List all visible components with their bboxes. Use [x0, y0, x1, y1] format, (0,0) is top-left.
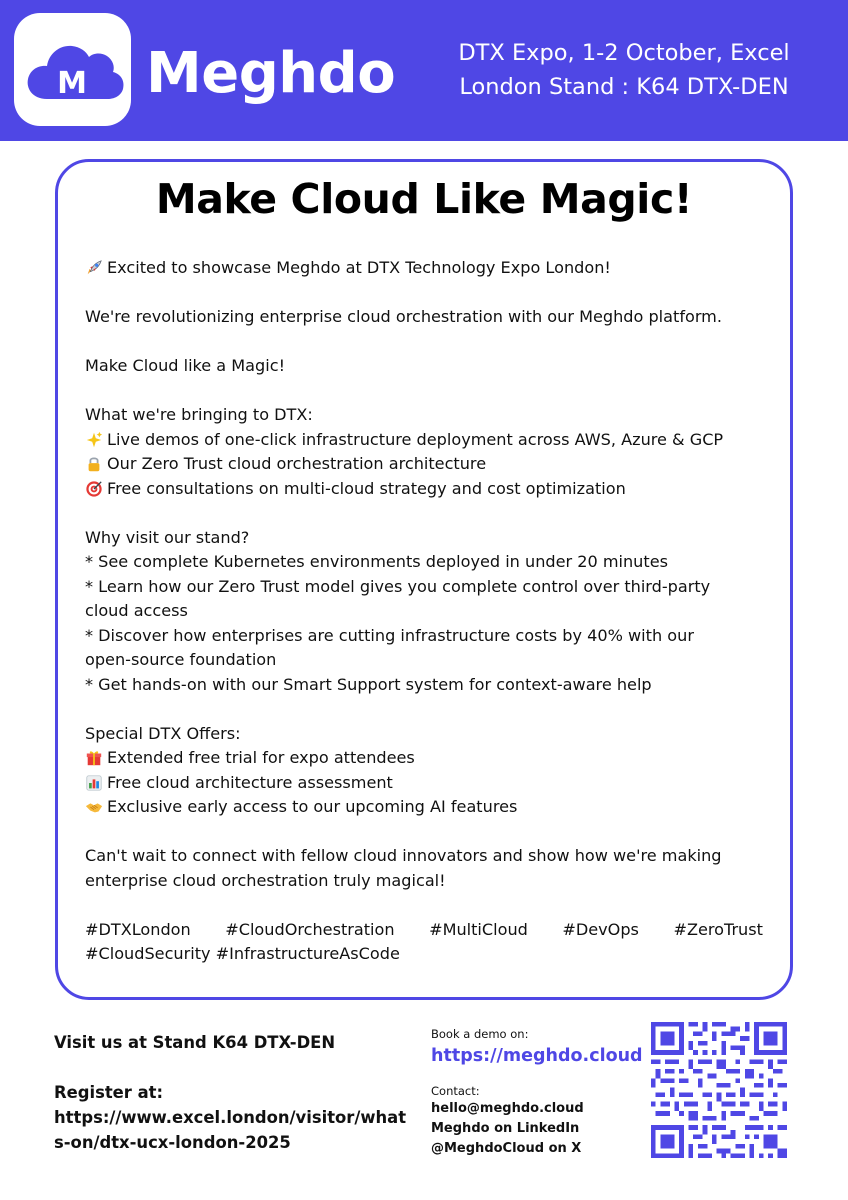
register-url[interactable]: https://www.excel.london/visitor/what [54, 1108, 407, 1127]
lock-icon [85, 455, 103, 473]
offer-item: Free cloud architecture assessment [85, 771, 763, 796]
event-line-1: DTX Expo, 1-2 October, Excel [458, 40, 790, 66]
header-banner [0, 0, 848, 141]
footer-contact [431, 1026, 641, 1159]
footer-visit [54, 1030, 419, 1155]
email-link[interactable]: hello@meghdo.cloud [431, 1101, 584, 1116]
why-item: * Learn how our Zero Trust model gives you complete control over third-party [85, 576, 711, 596]
cloud-logo-icon [14, 13, 131, 126]
linkedin-link[interactable]: Meghdo on LinkedIn [431, 1121, 580, 1136]
closing-line: Can't wait to connect with fellow cloud innovators and show how we're making [85, 846, 722, 865]
closing-line: enterprise cloud orchestration truly magical! [85, 870, 446, 890]
bringing-heading: What we're bringing to DTX: [85, 405, 313, 424]
hashtags-row [85, 918, 763, 943]
x-link[interactable]: @MeghdoCloud on X [431, 1141, 582, 1156]
rocket-icon [85, 259, 103, 277]
bringing-item: Our Zero Trust cloud orchestration architecture [85, 452, 763, 477]
gift-icon [85, 749, 103, 767]
brand-name: Meghdo [146, 41, 396, 106]
hashtag[interactable]: #CloudOrchestration [225, 919, 395, 939]
page-title: Make Cloud Like Magic! [155, 175, 693, 223]
why-item: * See complete Kubernetes environments deployed in under 20 minutes [85, 552, 668, 571]
sparkles-icon [85, 431, 103, 449]
hashtag[interactable]: #MultiCloud [429, 919, 528, 939]
bar-chart-icon [85, 774, 103, 792]
contact-label: Contact: [431, 1084, 480, 1098]
target-icon [85, 480, 103, 498]
intro-line: Excited to showcase Meghdo at DTX Technology Expo London! [85, 256, 763, 281]
mission-line: We're revolutionizing enterprise cloud orchestration with our Meghdo platform. [85, 307, 722, 326]
demo-label: Book a demo on: [431, 1027, 529, 1041]
handshake-icon [85, 798, 103, 816]
hashtag[interactable]: #DevOps [562, 919, 639, 939]
event-info [436, 36, 812, 104]
why-item-cont: cloud access [85, 601, 188, 620]
svg-text:M: M [57, 66, 87, 101]
offer-item: Extended free trial for expo attendees [85, 746, 763, 771]
card-body [85, 256, 763, 967]
qr-code-icon[interactable] [651, 1022, 787, 1158]
why-item: * Get hands-on with our Smart Support system for context-aware help [85, 674, 652, 694]
offer-item: Exclusive early access to our upcoming AI features [85, 795, 763, 820]
hashtag[interactable]: #ZeroTrust [673, 919, 763, 939]
logo [14, 13, 131, 126]
stand-info: Visit us at Stand K64 DTX-DEN [54, 1033, 336, 1052]
bringing-item: Live demos of one-click infrastructure deployment across AWS, Azure & GCP [85, 428, 763, 453]
hashtags-row: #CloudSecurity #InfrastructureAsCode [85, 944, 400, 963]
hashtag[interactable]: #DTXLondon [85, 919, 191, 939]
tagline: Make Cloud like a Magic! [85, 356, 286, 375]
why-item-cont: open-source foundation [85, 650, 277, 669]
event-line-2: London Stand : K64 DTX-DEN [459, 74, 789, 100]
offers-heading: Special DTX Offers: [85, 723, 241, 743]
demo-link[interactable]: https://meghdo.cloud [431, 1046, 643, 1066]
why-item: * Discover how enterprises are cutting infrastructure costs by 40% with our [85, 625, 694, 645]
bringing-item: Free consultations on multi-cloud strategy and cost optimization [85, 477, 763, 502]
register-label: Register at: [54, 1083, 164, 1102]
why-heading: Why visit our stand? [85, 527, 250, 547]
register-url-cont[interactable]: s-on/dtx-ucx-london-2025 [54, 1133, 291, 1152]
